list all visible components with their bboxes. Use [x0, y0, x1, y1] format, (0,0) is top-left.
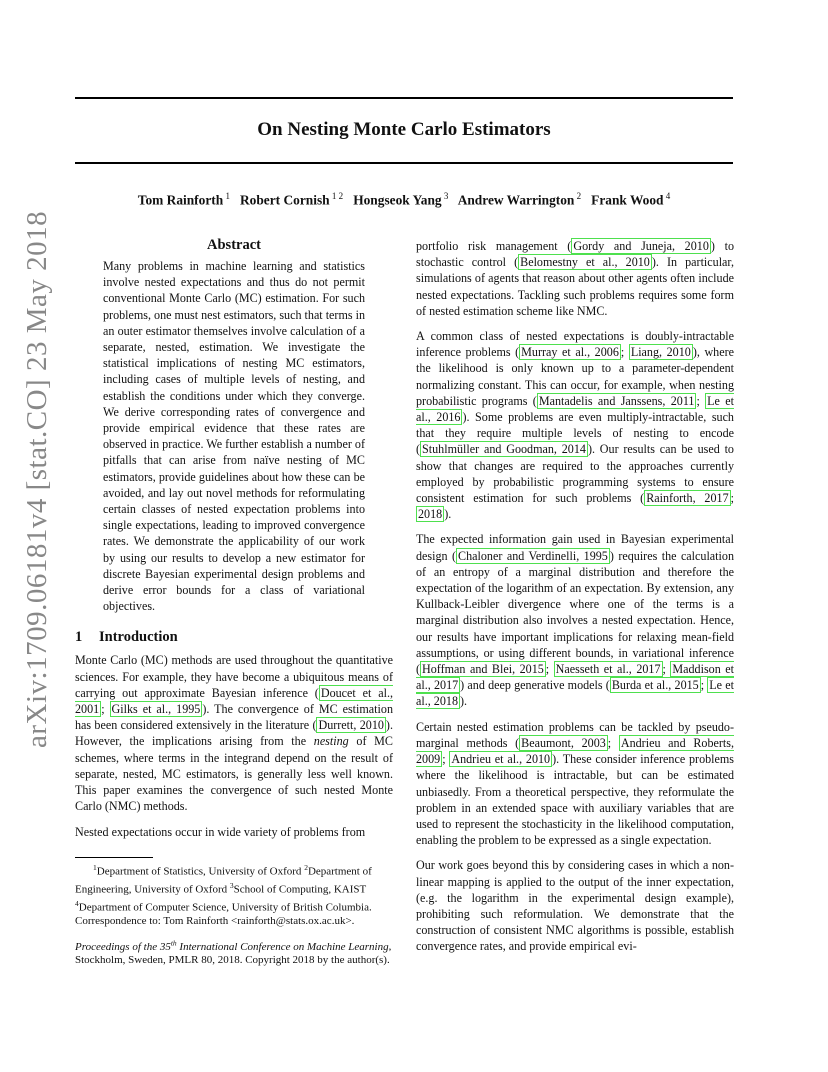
- author-affiliation: 2: [576, 191, 582, 201]
- top-rule: [75, 97, 733, 99]
- text-run: ;: [101, 702, 110, 717]
- text-run: ). Our results can be used to show that changes are required to the approaches currently employed by probabilistic programming systems to ensure consistent estimation for such problems (: [416, 442, 734, 506]
- author-affiliation: 3: [443, 191, 449, 201]
- footnote-rule: [75, 857, 153, 858]
- title-bottom-rule: [75, 162, 733, 164]
- affiliation-text: School of Computing, KAIST: [233, 883, 367, 896]
- text-run: ;: [700, 678, 708, 693]
- author-name: Tom Rainforth: [137, 192, 224, 208]
- text-run: ;: [442, 752, 450, 767]
- text-run: The expected information gain used in Bayesian experimental design (: [416, 532, 734, 563]
- citation-link[interactable]: Chaloner and Verdinelli, 1995: [458, 548, 608, 563]
- left-column: [75, 236, 393, 849]
- text-run: ;: [662, 662, 671, 677]
- paragraph: [416, 328, 734, 522]
- author-name: Hongseok Yang: [353, 192, 442, 208]
- section-heading-introduction: [75, 628, 393, 646]
- citation-link[interactable]: Le et al., 2016: [416, 393, 734, 425]
- citation-link[interactable]: Stuhlmüller and Goodman, 2014: [422, 442, 586, 457]
- affiliation-text: Department of Computer Science, University of British Columbia. Correspondence to: Tom Rainforth <rainforth@stats.ox.ac.uk>.: [75, 901, 372, 928]
- intro-paragraph-2-start: Nested expectations occur in wide variety of problems from: [75, 824, 366, 839]
- paragraph: [416, 719, 734, 849]
- paper-title: On Nesting Monte Carlo Estimators: [257, 119, 551, 140]
- author-affiliation: 1: [225, 191, 230, 201]
- author-name: Frank Wood: [591, 192, 664, 208]
- citation-link[interactable]: Hoffman and Blei, 2015: [422, 662, 544, 677]
- citation-link[interactable]: Maddison et al., 2017: [416, 662, 734, 693]
- affiliation-text: Department of Statistics, University of Oxford: [96, 865, 305, 878]
- citation-link[interactable]: Beaumont, 2003: [521, 735, 606, 750]
- text-run: Proceedings of the: [75, 940, 160, 953]
- proceedings-notice: [75, 936, 393, 968]
- ordinal-suffix: th: [170, 937, 177, 947]
- arxiv-identifier: arXiv:1709.06181v4 [stat.CO] 23 May 2018: [21, 210, 53, 748]
- citation-link[interactable]: Gordy and Juneja, 2010: [573, 239, 709, 253]
- text-run: ).: [460, 694, 468, 709]
- footnote-marker: 2: [304, 863, 308, 872]
- citation-link[interactable]: Le et al., 2018: [416, 678, 734, 709]
- arxiv-stamp: [21, 210, 53, 748]
- citation-link[interactable]: Andrieu and Roberts, 2009: [416, 735, 734, 767]
- text-run: ) and deep generative models (: [460, 678, 610, 693]
- text-run: A common class of nested expectations is doubly-intractable inference problems (: [416, 329, 734, 360]
- paragraph: [416, 238, 734, 319]
- citation-link[interactable]: 2018: [418, 507, 443, 522]
- text-run: ).: [444, 507, 452, 522]
- text-run: ). The convergence of MC estimation has been considered extensively in the literature (: [75, 702, 393, 733]
- section-title: Introduction: [99, 629, 178, 646]
- text-run: of MC schemes, where terms in the integrand depend on the result of separate, nested, MC estimators, is generally less well known. This paper examines the convergence of such nested Monte Carlo (NMC) methods.: [75, 734, 393, 814]
- author-affiliation: 4: [665, 191, 671, 201]
- text-run: , Stockholm, Sweden, PMLR 80, 2018. Copyright 2018 by the author(s).: [75, 940, 392, 967]
- citation-link[interactable]: Burda et al., 2015: [611, 678, 699, 693]
- text-run: ;: [620, 345, 629, 360]
- conference-number: 35: [159, 940, 171, 953]
- affiliations-footnote: [75, 861, 393, 929]
- affiliation-text: Department of Engineering, University of Oxford: [75, 865, 372, 896]
- text-run: ;: [696, 393, 706, 408]
- text-run: ). However, the implications arising from the: [75, 718, 393, 749]
- text-run: ;: [545, 662, 554, 677]
- text-run: ). In particular, simulations of agents that reason about other agents often include nested expectations. Tackling such problems requires some form of nested estimation scheme like NMC.: [416, 255, 734, 318]
- text-run: Monte Carlo (MC) methods are used throughout the quantitative sciences. For example, they have become a ubiquitous means of carrying out approximate Bayesian inference (: [75, 653, 393, 700]
- intro-paragraph-1: [75, 652, 393, 814]
- emphasis-nesting: nesting: [313, 734, 349, 749]
- text-run: ). Some problems are even multiply-intractable, such that they require multiple levels of nesting to encode (: [416, 410, 734, 457]
- footnote-block: [75, 857, 393, 975]
- paragraph: [416, 531, 734, 709]
- paragraph: Our work goes beyond this by considering cases in which a non-linear mapping is applied to the output of the inner expectation, (e.g. the logarithm in the experimental design example), prohibiting such reformulation. We demonstrate that the construction of consistent NMC algorithms is possible, establish convergence rates, and provide empirical evi-: [416, 858, 734, 954]
- citation-link[interactable]: Doucet et al., 2001: [75, 685, 393, 717]
- text-run: ), where the likelihood is only known up to a parameter-dependent normalizing constant. This can occur, for example, when nesting probabilistic programs (: [416, 345, 734, 408]
- footnote-marker: 3: [229, 881, 234, 891]
- citation-link[interactable]: Naesseth et al., 2017: [555, 662, 661, 677]
- text-run: ). These consider inference problems where the likelihood is intractable, but can be estimated unbiasedly. From a theoretical perspective, they reformulate the problem in an extended space with auxiliary variables that are used to represent the stochasticity in the likelihood computation, enabling the problem to be expressed as a single expectation.: [416, 752, 735, 848]
- abstract-text: Many problems in machine learning and statistics involve nested expectations and thus do not permit conventional Monte Carlo (MC) estimation. For such problems, one must nest estimators, such that terms in an outer estimator themselves involve calculation of a separate, nested, estimation. We investigate the statistical implications of nesting MC estimators, including cases of multiple levels of nesting, and establish the conditions under which they converge. We derive corresponding rates of convergence and provide empirical evidence that these rates are observed in practice. We further establish a number of pitfalls that can arise from naïve nesting of MC estimators, provide guidelines about how these can be avoided, and lay out novel methods for reformulating certain classes of nested expectation problems into single expectations, leading to improved convergence rates. We demonstrate the applicability of our work by using our results to develop a new estimator for discrete Bayesian experimental design problems and derive error bounds for a class of variational objectives.: [103, 259, 365, 614]
- citation-link[interactable]: Durrett, 2010: [318, 718, 384, 733]
- author-name: Andrew Warrington: [457, 192, 575, 208]
- author-list: [75, 191, 733, 208]
- citation-link[interactable]: Liang, 2010: [630, 345, 691, 360]
- citation-link[interactable]: Andrieu et al., 2010: [451, 752, 551, 767]
- citation-link[interactable]: Gilks et al., 1995: [111, 702, 201, 717]
- text-run: ) to stochastic control (: [416, 239, 734, 270]
- author-affiliation: 1 2: [331, 191, 344, 201]
- footnote-marker: 4: [75, 899, 79, 909]
- text-run: ) requires the calculation of an entropy of a marginal distribution and therefore the expectation of the logarithm of an expectation. By extension, any Kullback-Leibler divergence where one of the terms is a marginal distribution also involves a nested expectation. Hence, our results have important implications for relaxing mean-field assumptions, or using different bounds, in variational inference (: [416, 548, 734, 677]
- section-number: 1: [75, 629, 83, 646]
- abstract-heading: Abstract: [207, 237, 261, 253]
- citation-link[interactable]: Murray et al., 2006: [521, 345, 619, 360]
- citation-link[interactable]: Mantadelis and Janssens, 2011: [538, 393, 695, 408]
- right-column: [416, 238, 734, 964]
- text-run: portfolio risk management (: [416, 239, 572, 253]
- citation-link[interactable]: Belomestny et al., 2010: [520, 255, 650, 270]
- author-name: Robert Cornish: [239, 192, 330, 208]
- footnote-marker: 1: [93, 863, 97, 872]
- text-run: International Conference on Machine Learning: [176, 940, 389, 953]
- text-run: ;: [607, 735, 619, 750]
- text-run: Certain nested estimation problems can be tackled by pseudo-marginal methods (: [416, 719, 734, 750]
- text-run: ;: [730, 491, 734, 506]
- citation-link[interactable]: Rainforth, 2017: [646, 491, 729, 506]
